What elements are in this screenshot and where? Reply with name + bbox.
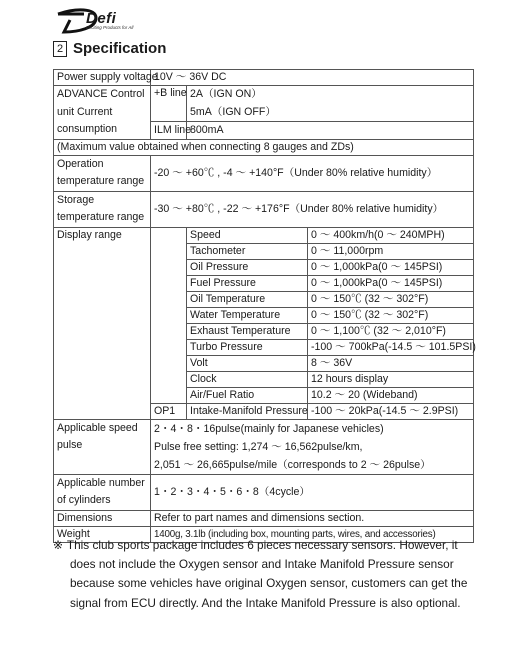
- b-line-value-on: 2A（IGN ON）: [190, 88, 262, 100]
- display-name: Speed: [187, 227, 308, 243]
- display-value: 0 ～ 150℃ (32 ～ 302°F): [308, 291, 474, 307]
- speed-pulse-value: Pulse free setting: 1,274 ～ 16,562pulse/km,: [154, 440, 363, 453]
- display-name: Oil Temperature: [187, 291, 308, 307]
- table-row: [54, 474, 474, 510]
- display-value: 0 ～ 400km/h(0 ～ 240MPH): [308, 227, 474, 243]
- brand-tagline: Exciting Products for All: [86, 25, 134, 30]
- ilm-value: 800mA: [187, 122, 474, 139]
- speed-pulse-values: [151, 419, 474, 474]
- b-line-value-off: 5mA（IGN OFF）: [190, 105, 276, 118]
- display-value: 0 ～ 11,000rpm: [308, 243, 474, 259]
- display-name: Air/Fuel Ratio: [187, 387, 308, 403]
- speed-pulse-value: 2,051 ～ 26,665pulse/mile（corresponds to 2 ～ 26pulse）: [154, 458, 431, 471]
- display-name: Volt: [187, 355, 308, 371]
- section-number: 2: [53, 41, 67, 57]
- dimensions-label: Dimensions: [54, 510, 151, 526]
- b-line-label: +B line: [151, 86, 187, 122]
- op-temp-value: -20 ～ +60℃ , -4 ～ +140°F（Under 80% relative humidity）: [151, 155, 474, 191]
- op1-label: OP1: [151, 403, 187, 419]
- op-temp-label: Operation temperature range: [54, 155, 151, 191]
- cylinders-value: 1・2・3・4・5・6・8（4cycle）: [151, 474, 474, 510]
- brand-name: Defi: [86, 10, 117, 27]
- display-name: Oil Pressure: [187, 259, 308, 275]
- table-row: [54, 191, 474, 227]
- advance-label: ADVANCE Control unit Current consumption: [54, 86, 151, 140]
- display-name: Fuel Pressure: [187, 275, 308, 291]
- ilm-label: ILM line: [151, 122, 187, 139]
- display-value: 10.2 ～ 20 (Wideband): [308, 387, 474, 403]
- op1-name: Intake-Manifold Pressure: [187, 403, 308, 419]
- display-value: 12 hours display: [308, 371, 474, 387]
- display-value: 0 ～ 1,100℃ (32 ～ 2,010°F): [308, 323, 474, 339]
- b-line-values: [187, 86, 474, 122]
- dimensions-value: Refer to part names and dimensions section.: [151, 510, 474, 526]
- section-title: Specification: [73, 40, 167, 57]
- max-note: (Maximum value obtained when connecting 8 gauges and ZDs): [54, 139, 474, 155]
- display-value: -100 ～ 700kPa(-14.5 ～ 101.5PSI): [308, 339, 474, 355]
- table-row: [54, 70, 474, 86]
- display-name: Tachometer: [187, 243, 308, 259]
- table-row: [54, 155, 474, 191]
- note-text: This club sports package includes 6 pieces necessary sensors. However, it does not include the Oxygen sensor and Intake Manifold Pressure sensor because some vehicles have original Oxygen sensor, customers can get the signal from ECU directly. And the Intake Manifold Pressure is also optional.: [66, 538, 468, 610]
- st-temp-value: -30 ～ +80℃ , -22 ～ +176°F（Under 80% relative humidity）: [151, 191, 474, 227]
- spec-table: [53, 69, 474, 543]
- display-name: Exhaust Temperature: [187, 323, 308, 339]
- table-row: [54, 419, 474, 474]
- footnote: [53, 536, 473, 613]
- power-label: Power supply voltage: [54, 70, 151, 86]
- speed-pulse-label: Applicable speed pulse: [54, 419, 151, 474]
- table-row: [54, 139, 474, 155]
- display-value: 0 ～ 150℃ (32 ～ 302°F): [308, 307, 474, 323]
- table-row: [54, 86, 474, 122]
- speed-pulse-value: 2・4・8・16pulse(mainly for Japanese vehicles): [154, 422, 384, 435]
- table-row: [54, 510, 474, 526]
- defi-logo: [56, 8, 166, 34]
- display-value: 8 ～ 36V: [308, 355, 474, 371]
- weight-label: Weight: [54, 526, 151, 542]
- st-temp-label: Storage temperature range: [54, 191, 151, 227]
- weight-value: 1400g, 3.1lb (including box, mounting parts, wires, and accessories): [151, 526, 474, 542]
- display-name: Water Temperature: [187, 307, 308, 323]
- note-mark: ※: [53, 538, 63, 552]
- display-label: Display range: [54, 227, 151, 419]
- power-value: 10V ～ 36V DC: [151, 70, 474, 86]
- display-value: 0 ～ 1,000kPa(0 ～ 145PSI): [308, 275, 474, 291]
- op1-value: -100 ～ 20kPa(-14.5 ～ 2.9PSI): [308, 403, 474, 419]
- display-name: Clock: [187, 371, 308, 387]
- table-row: [54, 227, 474, 243]
- cylinders-label: Applicable number of cylinders: [54, 474, 151, 510]
- section-heading: [53, 40, 166, 57]
- display-name: Turbo Pressure: [187, 339, 308, 355]
- display-value: 0 ～ 1,000kPa(0 ～ 145PSI): [308, 259, 474, 275]
